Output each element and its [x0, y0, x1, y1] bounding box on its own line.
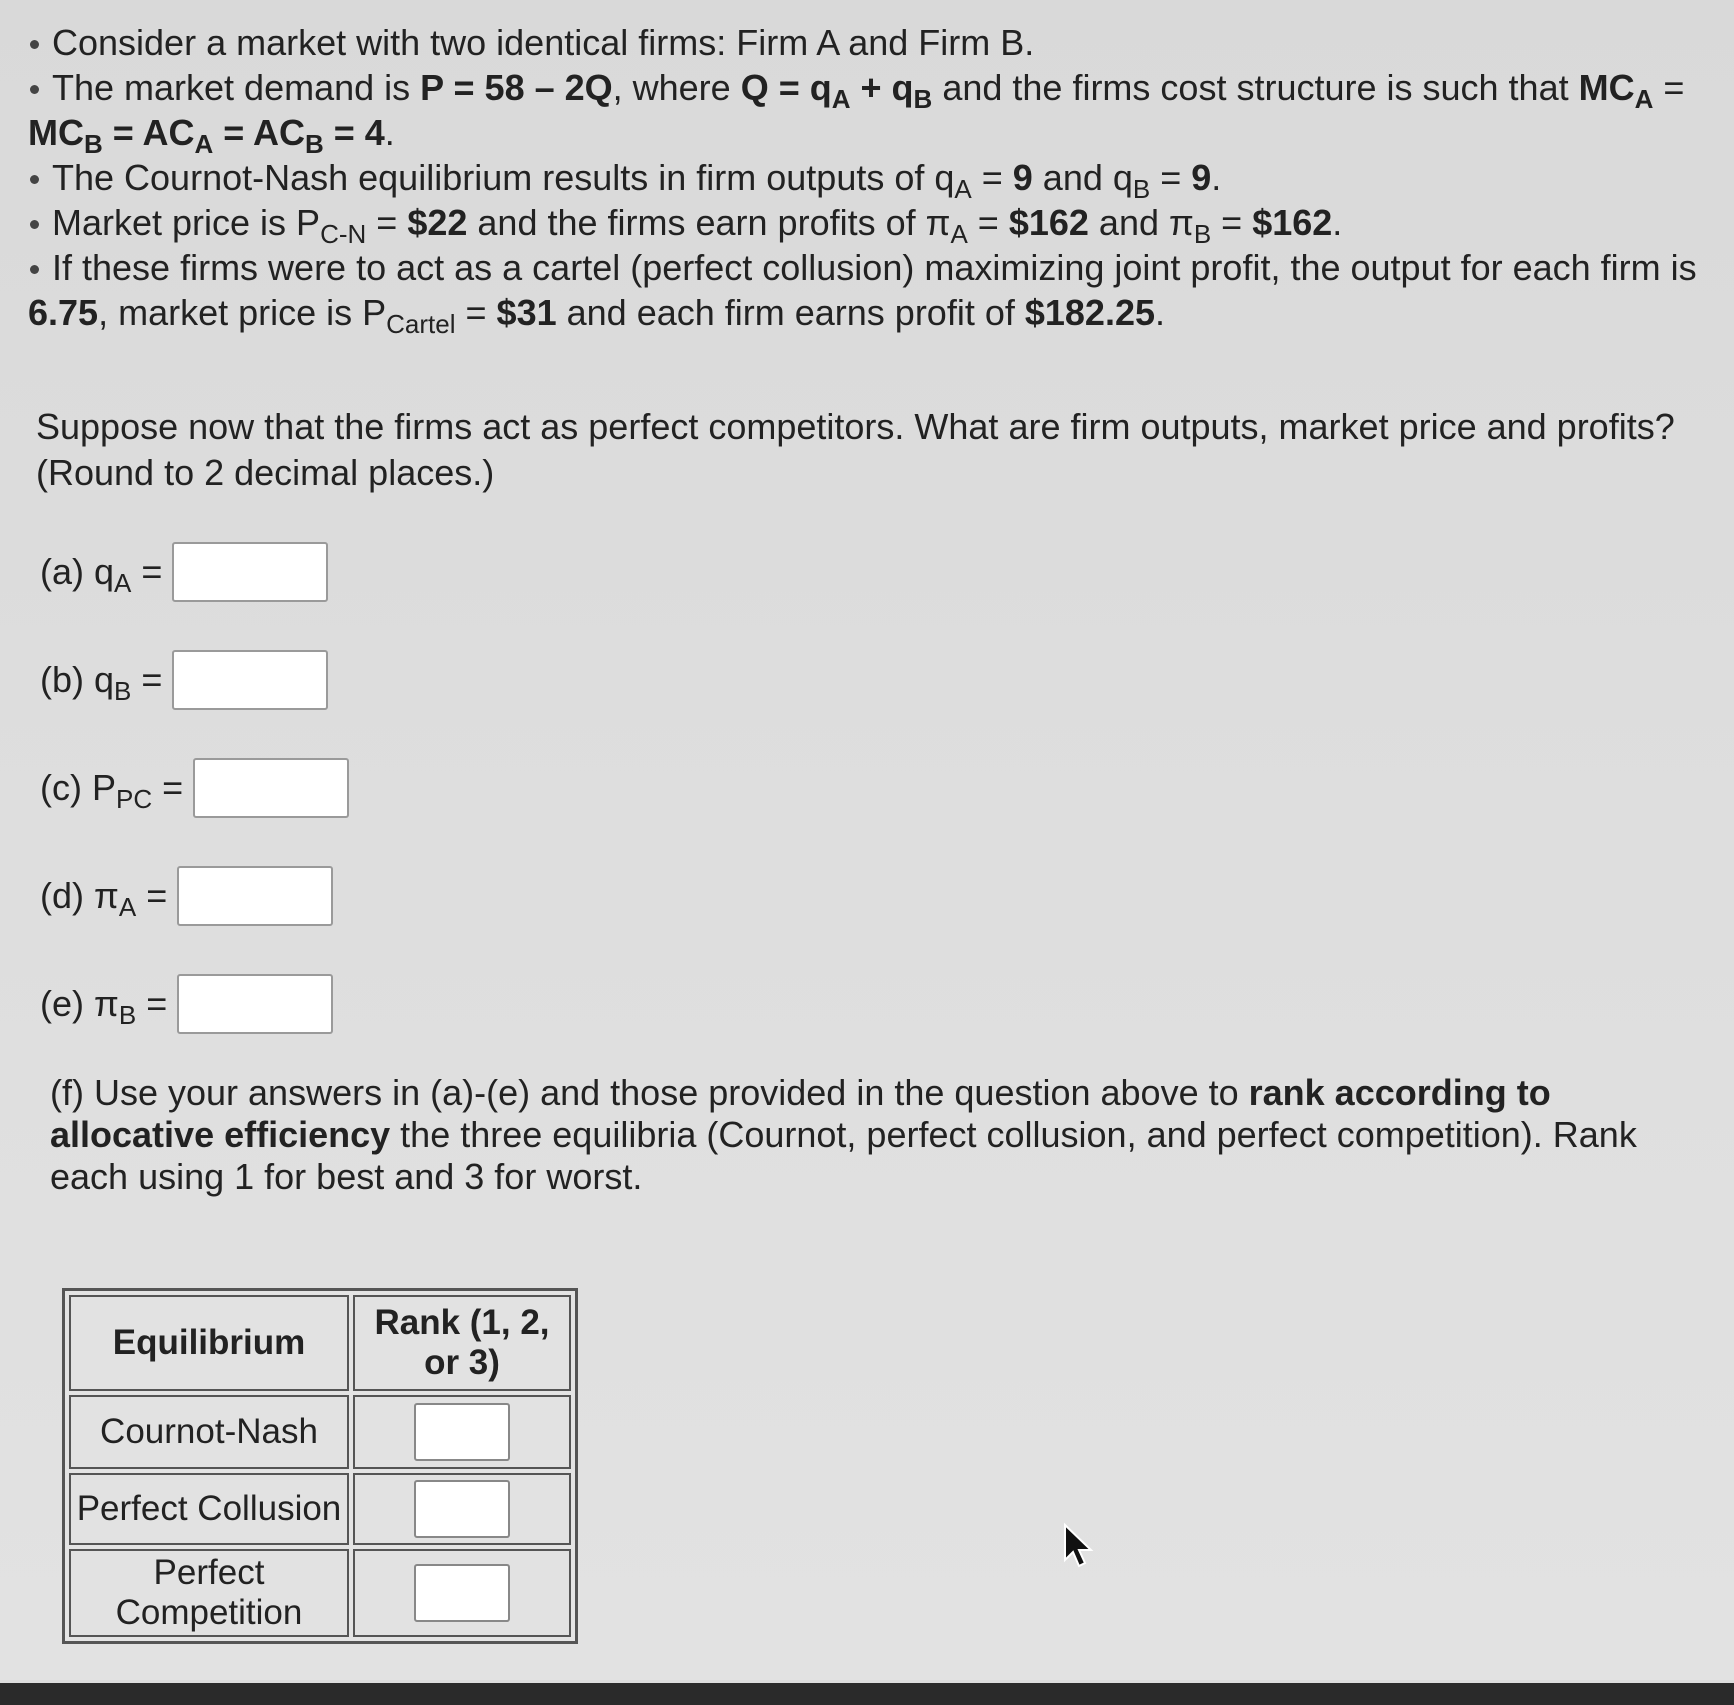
answer-input-qa[interactable] [172, 542, 328, 602]
mc-a: $MC_A$ [1578, 67, 1654, 114]
answer-label-b: (b) $q_B$ = [40, 659, 163, 706]
part-f-text-end: the three equilibria (Cournot, perfect collusion, and perfect competition). Rank each using 1 for best and 3 for worst. [50, 1114, 1637, 1197]
answer-label-d: (d) $\pi_A$ = [40, 875, 168, 922]
answer-label-c: (c) $P_{PC}$ = [40, 767, 184, 814]
answer-row-b [40, 648, 328, 712]
question-line-2: (Round to 2 decimal places.) [36, 452, 495, 493]
rank-table-header [69, 1295, 571, 1391]
rank-input-cournot[interactable] [414, 1403, 510, 1461]
answer-label-e: (e) $\pi_B$ = [40, 983, 168, 1030]
answer-label-a: (a) $q_A$ = [40, 551, 163, 598]
demand-text: The market demand is [52, 67, 421, 108]
answer-input-qb[interactable] [172, 650, 328, 710]
rank-input-collusion[interactable] [414, 1480, 510, 1538]
question-prompt [36, 404, 1726, 496]
demand-equation: P = 58 – 2Q [420, 67, 613, 108]
cost-equation-line: $MC_B = AC_A = AC_B = 4$. [28, 112, 395, 159]
header-rank: Rank (1, 2, or 3) [353, 1295, 571, 1391]
intro-bullet-2 [28, 65, 1718, 159]
rank-label-competition: Perfect Competition [69, 1549, 349, 1637]
rank-cell-competition [353, 1549, 571, 1637]
answer-input-profit-a[interactable] [177, 866, 333, 926]
cartel-output: 6.75 [28, 292, 99, 333]
intro-bullet-3: The Cournot-Nash equilibrium results in firm outputs of $q_A = 9$ and $q_B = 9$. [28, 155, 1718, 200]
rank-label-cournot: Cournot-Nash [69, 1395, 349, 1469]
header-equilibrium: Equilibrium [69, 1295, 349, 1391]
rank-input-competition[interactable] [414, 1564, 510, 1622]
cartel-line-2: 6.75, market price is $P_{Cartel}$ = $31 and each firm earns profit of $182.25. [28, 292, 1166, 339]
cournot-profit-b: $162 [1252, 202, 1333, 243]
bullet-dot-icon [30, 265, 39, 274]
intro-bullet-1 [28, 20, 1718, 65]
intro-text-1: Consider a market with two identical firms: Firm A and Firm B. [52, 22, 1035, 63]
bullet-dot-icon [30, 85, 39, 94]
demand-text-mid: , where [612, 67, 741, 108]
cartel-profit: $182.25 [1024, 292, 1155, 333]
quantity-definition: $Q = q_A + q_B$ [740, 67, 933, 114]
answer-row-e [40, 972, 333, 1036]
answer-input-ppc[interactable] [193, 758, 349, 818]
rank-label-collusion: Perfect Collusion [69, 1473, 349, 1545]
cartel-text: If these firms were to act as a cartel (perfect collusion) maximizing joint profit, the output for each firm is [52, 247, 1697, 288]
cournot-price-text: Market price is P [52, 202, 321, 243]
equals-sign: = [1653, 67, 1685, 108]
bullet-dot-icon [30, 40, 39, 49]
rank-row-competition [69, 1549, 571, 1637]
rank-row-collusion [69, 1473, 571, 1545]
cartel-price: $31 [496, 292, 557, 333]
rank-cell-collusion [353, 1473, 571, 1545]
question-line-1: Suppose now that the firms act as perfect competitors. What are firm outputs, market price and profits? [36, 406, 1675, 447]
answer-row-d [40, 864, 333, 928]
bullet-dot-icon [30, 175, 39, 184]
cournot-text: The Cournot-Nash equilibrium results in firm outputs of q [52, 157, 955, 198]
answer-input-profit-b[interactable] [177, 974, 333, 1034]
intro-bullet-4: Market price is $P_{C-N}$ = $22 and the firms earn profits of $\pi_A$ = $162 and $\pi_B$ = $162. [28, 200, 1718, 245]
answer-row-c [40, 756, 349, 820]
bullet-dot-icon [30, 220, 39, 229]
rank-row-cournot [69, 1395, 571, 1469]
part-f-text: (f) Use your answers in (a)-(e) and those provided in the question above to [50, 1072, 1249, 1113]
cost-text: and the firms cost structure is such that [932, 67, 1579, 108]
part-f-prompt [50, 1072, 1720, 1198]
answer-row-a [40, 540, 328, 604]
rank-cell-cournot [353, 1395, 571, 1469]
screen-bezel [0, 1683, 1734, 1705]
part-f-emphasis: rank according to allocative efficiency [50, 1072, 1551, 1155]
cournot-qa: 9 [1012, 157, 1033, 198]
rank-table [62, 1288, 578, 1644]
cournot-profit-a: $162 [1008, 202, 1089, 243]
cournot-qb: 9 [1191, 157, 1212, 198]
mouse-pointer-icon [1062, 1522, 1096, 1572]
problem-intro [28, 20, 1718, 339]
cournot-price: $22 [407, 202, 468, 243]
intro-bullet-5 [28, 245, 1718, 339]
